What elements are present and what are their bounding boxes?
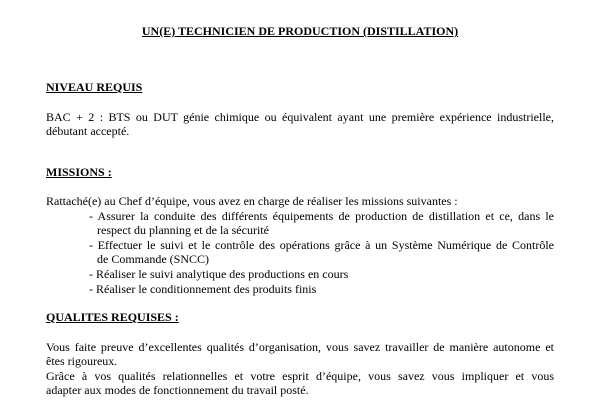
section-heading-qualites: QUALITES REQUISES : <box>46 310 179 324</box>
mission-item-2-line-2: de Commande (SNCC) <box>97 252 209 266</box>
section-heading-niveau: NIVEAU REQUIS <box>46 80 143 94</box>
mission-item-4: - Réaliser le conditionnement des produits finis <box>89 282 317 296</box>
document-title: UN(E) TECHNICIEN DE PRODUCTION (DISTILLATION) <box>141 24 459 38</box>
mission-item-2-line-1: - Effectuer le suivi et le contrôle des opérations grâce à un Système Numérique de Contrôle <box>89 238 554 252</box>
qualites-p2-line-2: adapter aux modes de fonctionnement du travail posté. <box>46 383 309 397</box>
niveau-text-line-1: BAC + 2 : BTS ou DUT génie chimique ou équivalent ayant une première expérience industrielle, <box>46 110 554 124</box>
section-heading-missions: MISSIONS : <box>46 165 112 179</box>
qualites-p1-line-2: êtes rigoureux. <box>46 354 118 368</box>
mission-item-1-line-2: respect du planning et de la sécurité <box>97 223 269 237</box>
missions-intro: Rattaché(e) au Chef d’équipe, vous avez en charge de réaliser les missions suivantes : <box>46 194 458 208</box>
mission-item-3: - Réaliser le suivi analytique des productions en cours <box>89 267 349 281</box>
qualites-p2-line-1: Grâce à vos qualités relationnelles et votre esprit d’équipe, vous savez vous impliquer et vous <box>46 369 554 383</box>
niveau-text-line-2: débutant accepté. <box>46 124 130 138</box>
mission-item-1-line-1: - Assurer la conduite des différents équipements de production de distillation et ce, dans le <box>89 209 554 223</box>
qualites-p1-line-1: Vous faite preuve d’excellentes qualités d’organisation, vous savez travailler de manière autonome et <box>46 340 554 354</box>
